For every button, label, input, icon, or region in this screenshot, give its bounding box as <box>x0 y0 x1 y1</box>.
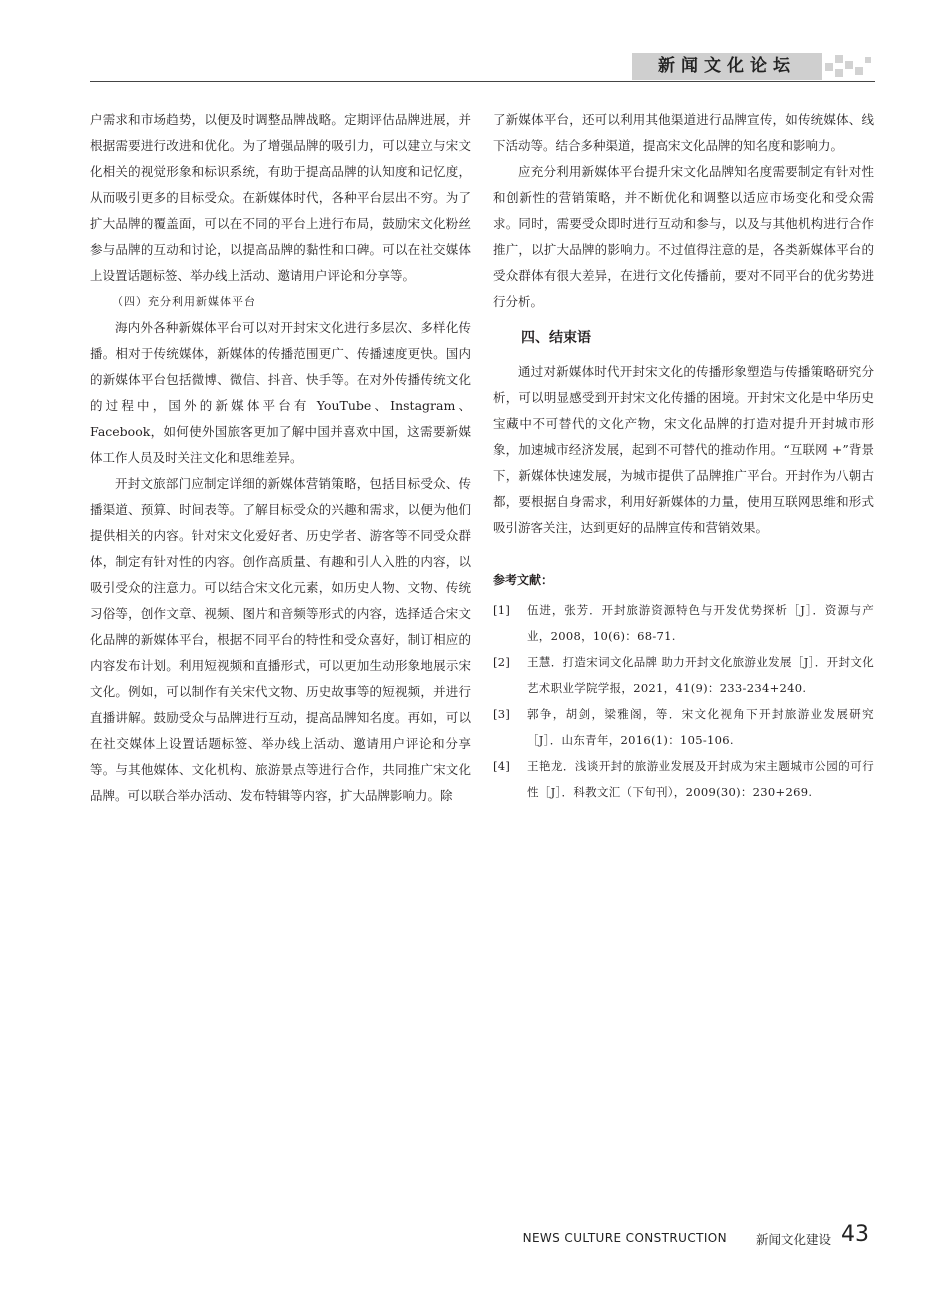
reference-item <box>493 649 874 701</box>
reference-item <box>493 597 874 649</box>
reference-number: [2] <box>493 655 511 669</box>
reference-number: [1] <box>493 603 511 617</box>
reference-text: 伍进，张芳．开封旅游资源特色与开发优势探析［J］．资源与产业，2008，10(6)：68-71. <box>527 603 874 643</box>
page-footer <box>90 1222 875 1252</box>
page-number: 43 <box>841 1222 869 1247</box>
body-paragraph: 通过对新媒体时代开封宋文化的传播形象塑造与传播策略研究分析，可以明显感受到开封宋文化传播的困境。开封宋文化是中华历史宝藏中不可替代的文化产物，宋文化品牌的打造对提升开封城市形象，加速城市经济发展，起到不可替代的推动作用。“互联网 +”背景下，新媒体快速发展，为城市提供了品牌推广平台。开封作为八朝古都，要根据自身需求，利用好新媒体的力量，使用互联网思维和形式吸引游客关注，达到更好的品牌宣传和营销效果。 <box>493 364 874 535</box>
journal-name-cn: 新闻文化建设 <box>755 1232 831 1247</box>
journal-name-en: NEWS CULTURE CONSTRUCTION <box>522 1231 727 1245</box>
reference-number: [4] <box>493 759 511 773</box>
header-rule <box>90 81 875 82</box>
reference-item <box>493 701 874 753</box>
body-paragraph: 了新媒体平台，还可以利用其他渠道进行品牌宣传，如传统媒体、线下活动等。结合多种渠道，提高宋文化品牌的知名度和影响力。 <box>493 112 874 153</box>
references-title: 参考文献： <box>493 573 554 587</box>
header-decoration <box>825 53 875 80</box>
reference-number: [3] <box>493 707 511 721</box>
section-heading: 四、结束语 <box>521 330 591 346</box>
reference-text: 郭争，胡剑，梁雅阁，等．宋文化视角下开封旅游业发展研究［J］．山东青年，2016(1)：105-106. <box>527 707 874 747</box>
body-paragraph: 应充分利用新媒体平台提升宋文化品牌知名度需要制定有针对性和创新性的营销策略，并不断优化和调整以适应市场变化和受众需求。同时，需要受众即时进行互动和参与，以及与其他机构进行合作推广，以扩大品牌的影响力。不过值得注意的是，各类新媒体平台的受众群体有很大差异，在进行文化传播前，要对不同平台的优劣势进行分析。 <box>493 164 874 309</box>
left-column <box>90 107 471 809</box>
right-paragraphs-c <box>493 359 874 541</box>
body-paragraph: 海内外各种新媒体平台可以对开封宋文化进行多层次、多样化传播。相对于传统媒体，新媒体的传播范围更广、传播速度更快。国内的新媒体平台包括微博、微信、抖音、快手等。在对外传播传统文化的过程中，国外的新媒体平台有 YouTube、Instagram、Facebook，如何使外国旅客更加了解中国并喜欢中国，这需要新媒体工作人员及时关注文化和思维差异。 <box>90 320 471 465</box>
reference-text: 王艳龙．浅谈开封的旅游业发展及开封成为宋主题城市公园的可行性［J］．科教文汇（下旬刊），2009(30)：230+269. <box>527 759 874 799</box>
body-paragraph: 户需求和市场趋势，以便及时调整品牌战略。定期评估品牌进展，并根据需要进行改进和优化。为了增强品牌的吸引力，可以建立与宋文化相关的视觉形象和标识系统，有助于提高品牌的认知度和记忆度，从而吸引更多的目标受众。在新媒体时代，各种平台层出不穷。为了扩大品牌的覆盖面，可以在不同的平台上进行布局，鼓励宋文化粉丝参与品牌的互动和讨论，以提高品牌的黏性和口碑。可以在社交媒体上设置话题标签、举办线上活动、邀请用户评论和分享等。 <box>90 112 471 283</box>
reference-text: 王慧．打造宋词文化品牌 助力开封文化旅游业发展［J］．开封文化艺术职业学院学报，2021，41(9)：233-234+240. <box>527 655 874 695</box>
reference-item <box>493 753 874 805</box>
right-paragraphs-a <box>493 107 874 159</box>
references-list <box>493 597 874 805</box>
body-paragraph: 开封文旅部门应制定详细的新媒体营销策略，包括目标受众、传播渠道、预算、时间表等。了解目标受众的兴趣和需求，以便为他们提供相关的内容。针对宋文化爱好者、历史学者、游客等不同受众群体，制定有针对性的内容。创作高质量、有趣和引人入胜的内容，以吸引受众的注意力。可以结合宋文化元素，如历史人物、文物、传统习俗等，创作文章、视频、图片和音频等形式的内容，选择适合宋文化品牌的新媒体平台，根据不同平台的特性和受众喜好，制订相应的内容发布计划。利用短视频和直播形式，可以更加生动形象地展示宋文化。例如，可以制作有关宋代文物、历史故事等的短视频，并进行直播讲解。鼓励受众与品牌进行互动，提高品牌知名度。再如，可以在社交媒体上设置话题标签、举办线上活动、邀请用户评论和分享等。与其他媒体、文化机构、旅游景点等进行合作，共同推广宋文化品牌。可以联合举办活动、发布特辑等内容，扩大品牌影响力。除 <box>90 476 471 803</box>
left-paragraphs-a <box>90 107 471 289</box>
left-paragraphs-b <box>90 315 471 809</box>
section-title: 新闻文化论坛 <box>658 56 796 76</box>
right-paragraphs-b <box>493 159 874 315</box>
subheading: （四）充分利用新媒体平台 <box>112 295 256 308</box>
right-column <box>493 107 874 805</box>
